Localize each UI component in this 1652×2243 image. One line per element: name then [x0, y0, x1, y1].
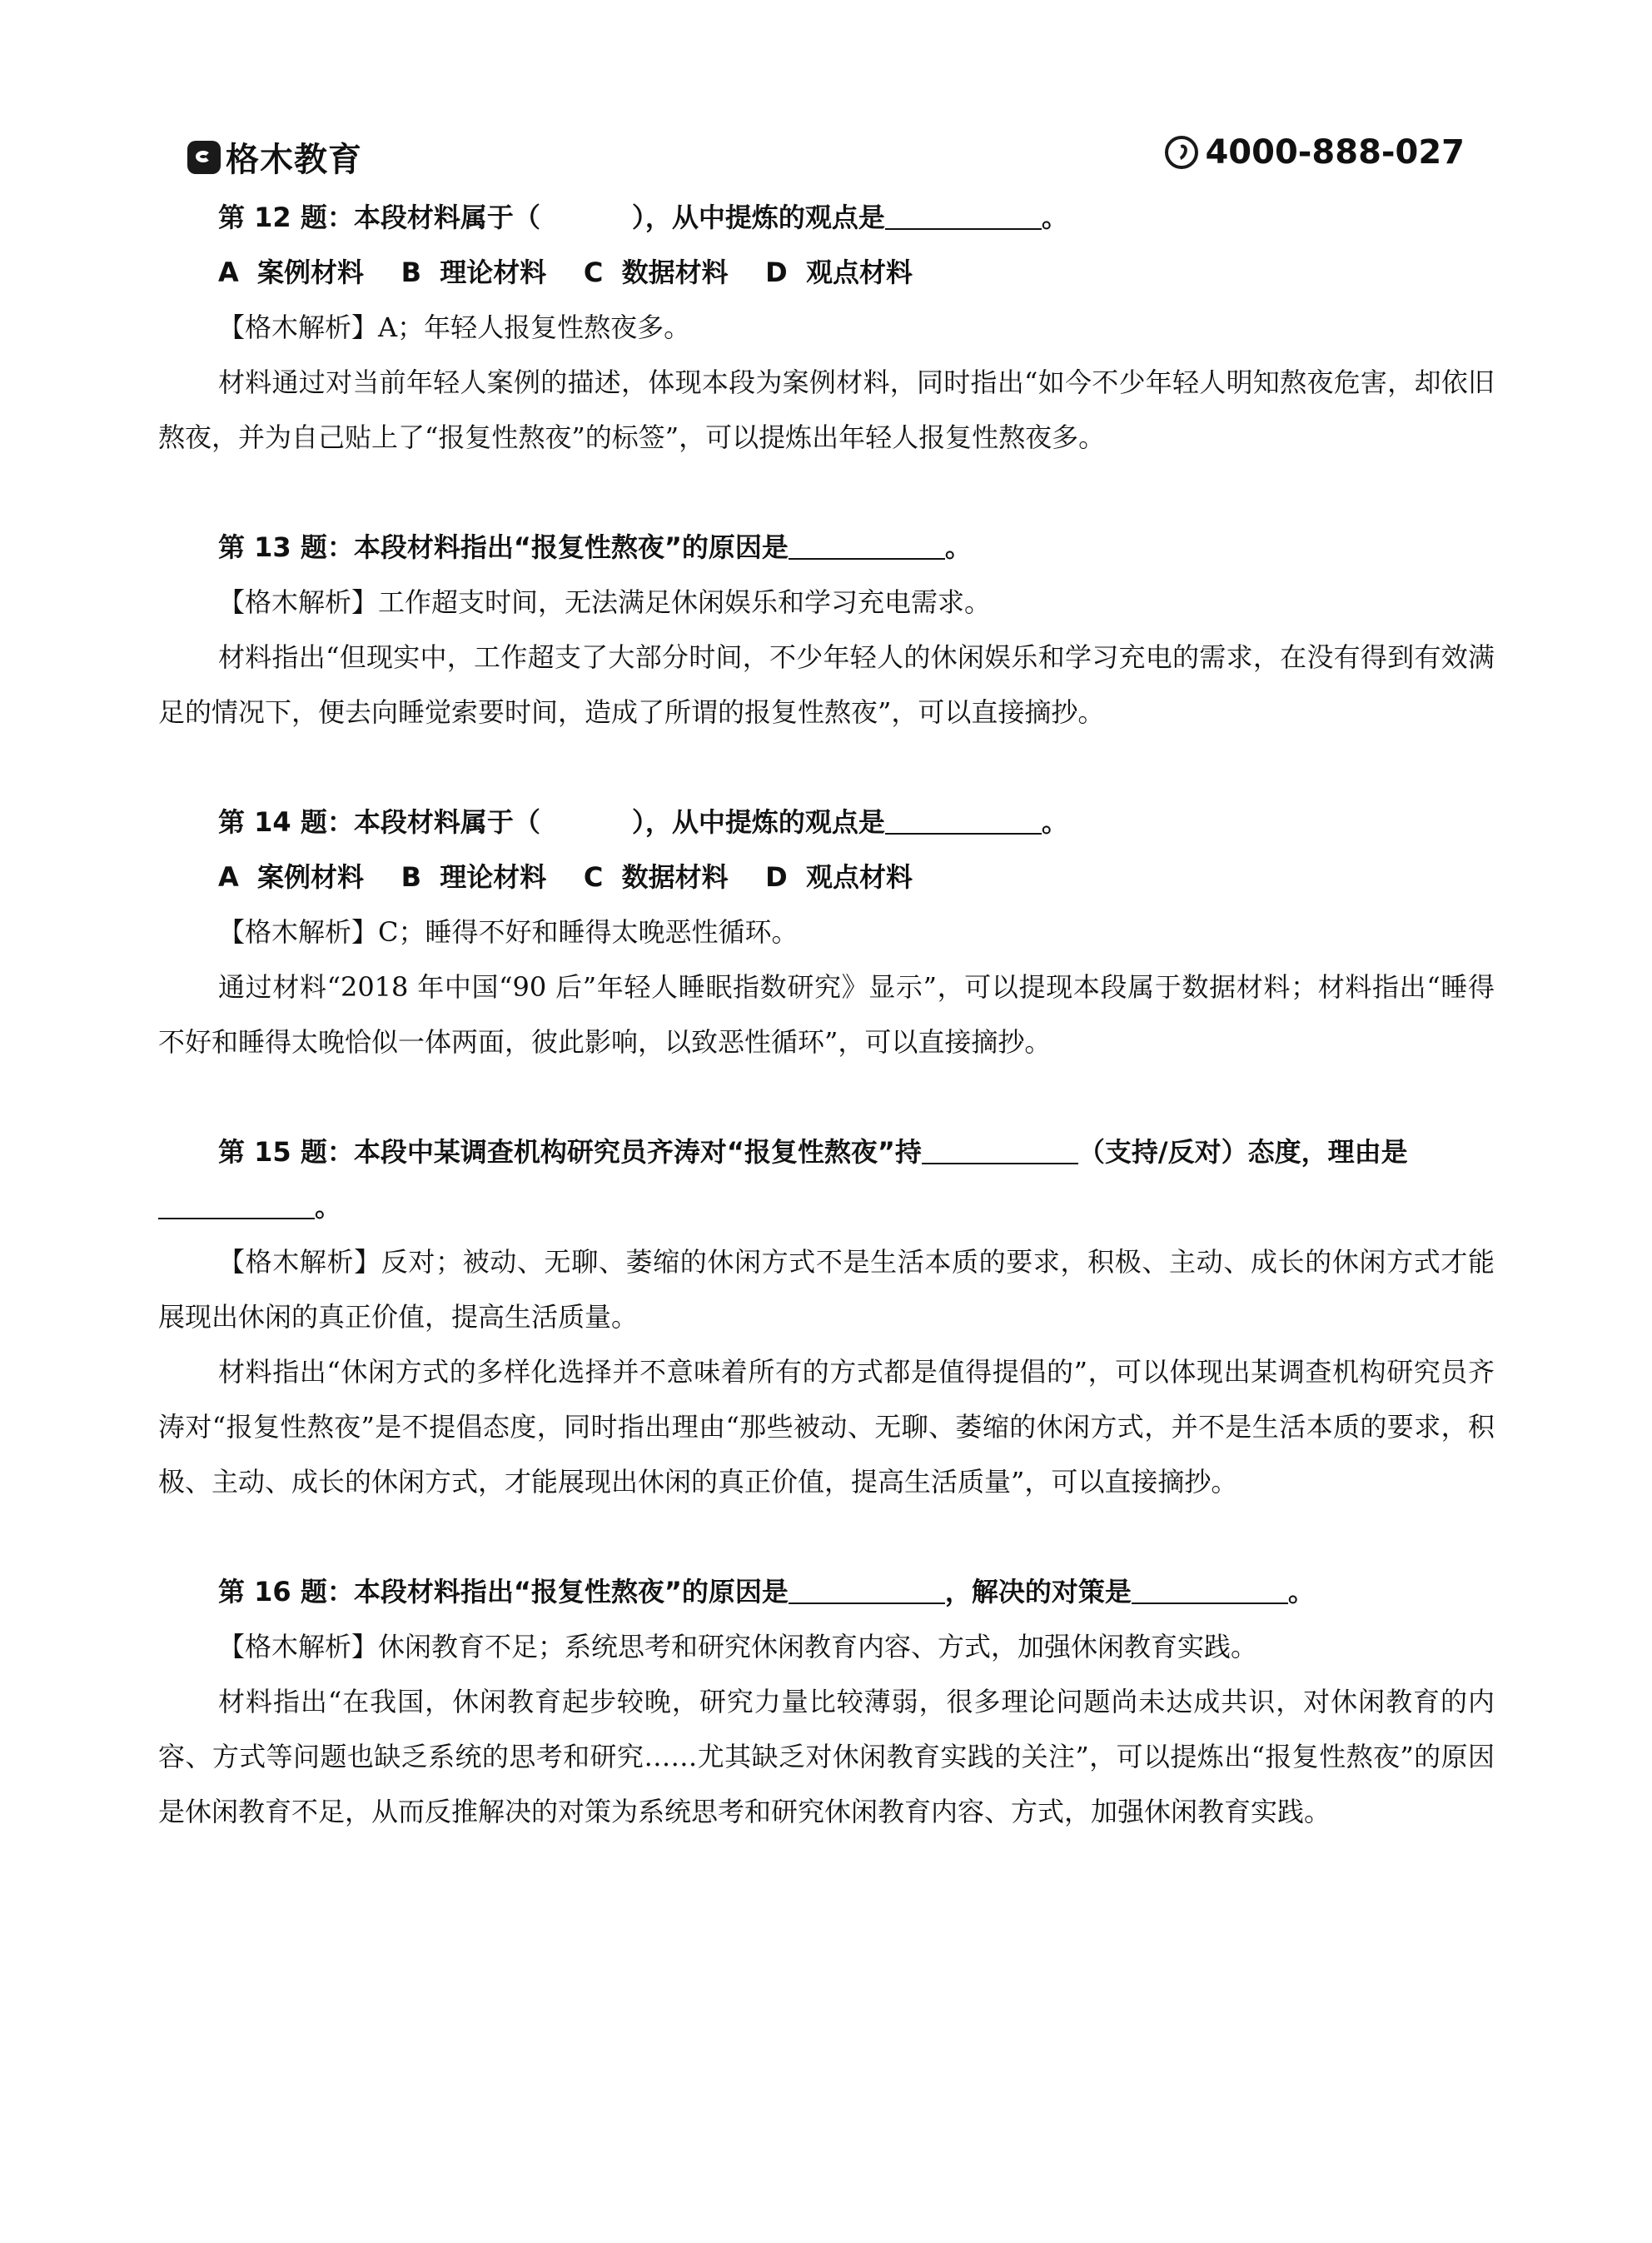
answer-blank — [922, 1138, 1078, 1164]
answer-blank — [158, 1193, 315, 1219]
question-16-answer: 【格木解析】休闲教育不足；系统思考和研究休闲教育内容、方式，加强休闲教育实践。 — [218, 1631, 1258, 1662]
answer-blank — [789, 1578, 945, 1604]
logo-text: 格木教育 — [226, 141, 362, 179]
document-body — [158, 190, 1495, 1839]
question-14-options: A 案例材料 B 理论材料 C 数据材料 D 观点材料 — [218, 861, 913, 893]
question-15-explanation: 材料指出“休闲方式的多样化选择并不意味着所有的方式都是值得提倡的”，可以体现出某调查机构研究员齐涛对“报复性熬夜”是不提倡态度，同时指出理由“那些被动、无聊、萎缩的休闲方式，并不是生活本质的要求，积极、主动、成长的休闲方式，才能展现出休闲的真正价值，提高生活质量”，可以直接摘抄。 — [158, 1356, 1495, 1498]
answer-blank — [885, 203, 1042, 230]
hotline — [1165, 133, 1465, 172]
page-header — [187, 125, 1465, 183]
question-13-answer: 【格木解析】工作超支时间，无法满足休闲娱乐和学习充电需求。 — [218, 586, 992, 618]
phone-number: 4000-888-027 — [1205, 133, 1465, 172]
question-14-answer: 【格木解析】C；睡得不好和睡得太晚恶性循环。 — [218, 916, 799, 948]
question-12-explanation: 材料通过对当前年轻人案例的描述，体现本段为案例材料，同时指出“如今不少年轻人明知熬夜危害，却依旧熬夜，并为自己贴上了“报复性熬夜”的标签”，可以提炼出年轻人报复性熬夜多。 — [158, 366, 1495, 453]
answer-blank — [789, 533, 945, 560]
question-13: 第 13 题：本段材料指出“报复性熬夜”的原因是 。 — [218, 531, 972, 563]
question-14-explanation: 通过材料“2018 年中国“90 后”年轻人睡眠指数研究》显示”，可以提现本段属于数据材料；材料指出“睡得不好和睡得太晚恰似一体两面，彼此影响，以致恶性循环”，可以直接摘抄。 — [158, 971, 1495, 1058]
answer-blank — [885, 808, 1042, 835]
question-14: 第 14 题：本段材料属于（ ），从中提炼的观点是 。 — [218, 806, 1068, 838]
brand-logo — [187, 133, 362, 181]
question-15: 第 15 题：本段中某调查机构研究员齐涛对“报复性熬夜”持 （支持/反对）态度，理由是。 — [158, 1124, 1495, 1234]
answer-blank — [1132, 1578, 1288, 1604]
question-15-answer: 【格木解析】反对；被动、无聊、萎缩的休闲方式不是生活本质的要求，积极、主动、成长的休闲方式才能展现出休闲的真正价值，提高生活质量。 — [158, 1246, 1495, 1333]
question-12: 第 12 题：本段材料属于（ ），从中提炼的观点是 。 — [218, 202, 1068, 233]
question-12-answer: 【格木解析】A；年轻人报复性熬夜多。 — [218, 312, 691, 343]
question-13-explanation: 材料指出“但现实中，工作超支了大部分时间，不少年轻人的休闲娱乐和学习充电的需求，在没有得到有效满足的情况下，便去向睡觉索要时间，造成了所谓的报复性熬夜”，可以直接摘抄。 — [158, 641, 1495, 728]
question-16-explanation: 材料指出“在我国，休闲教育起步较晚，研究力量比较薄弱，很多理论问题尚未达成共识，对休闲教育的内容、方式等问题也缺乏系统的思考和研究……尤其缺乏对休闲教育实践的关注”，可以提炼出“报复性熬夜”的原因是休闲教育不足，从而反推解决的对策为系统思考和研究休闲教育内容、方式，加强休闲教育实践。 — [158, 1686, 1495, 1827]
logo-icon — [187, 141, 221, 174]
phone-icon — [1165, 136, 1198, 169]
question-16: 第 16 题：本段材料指出“报复性熬夜”的原因是 ，解决的对策是 。 — [218, 1576, 1315, 1607]
question-12-options: A 案例材料 B 理论材料 C 数据材料 D 观点材料 — [218, 257, 913, 288]
